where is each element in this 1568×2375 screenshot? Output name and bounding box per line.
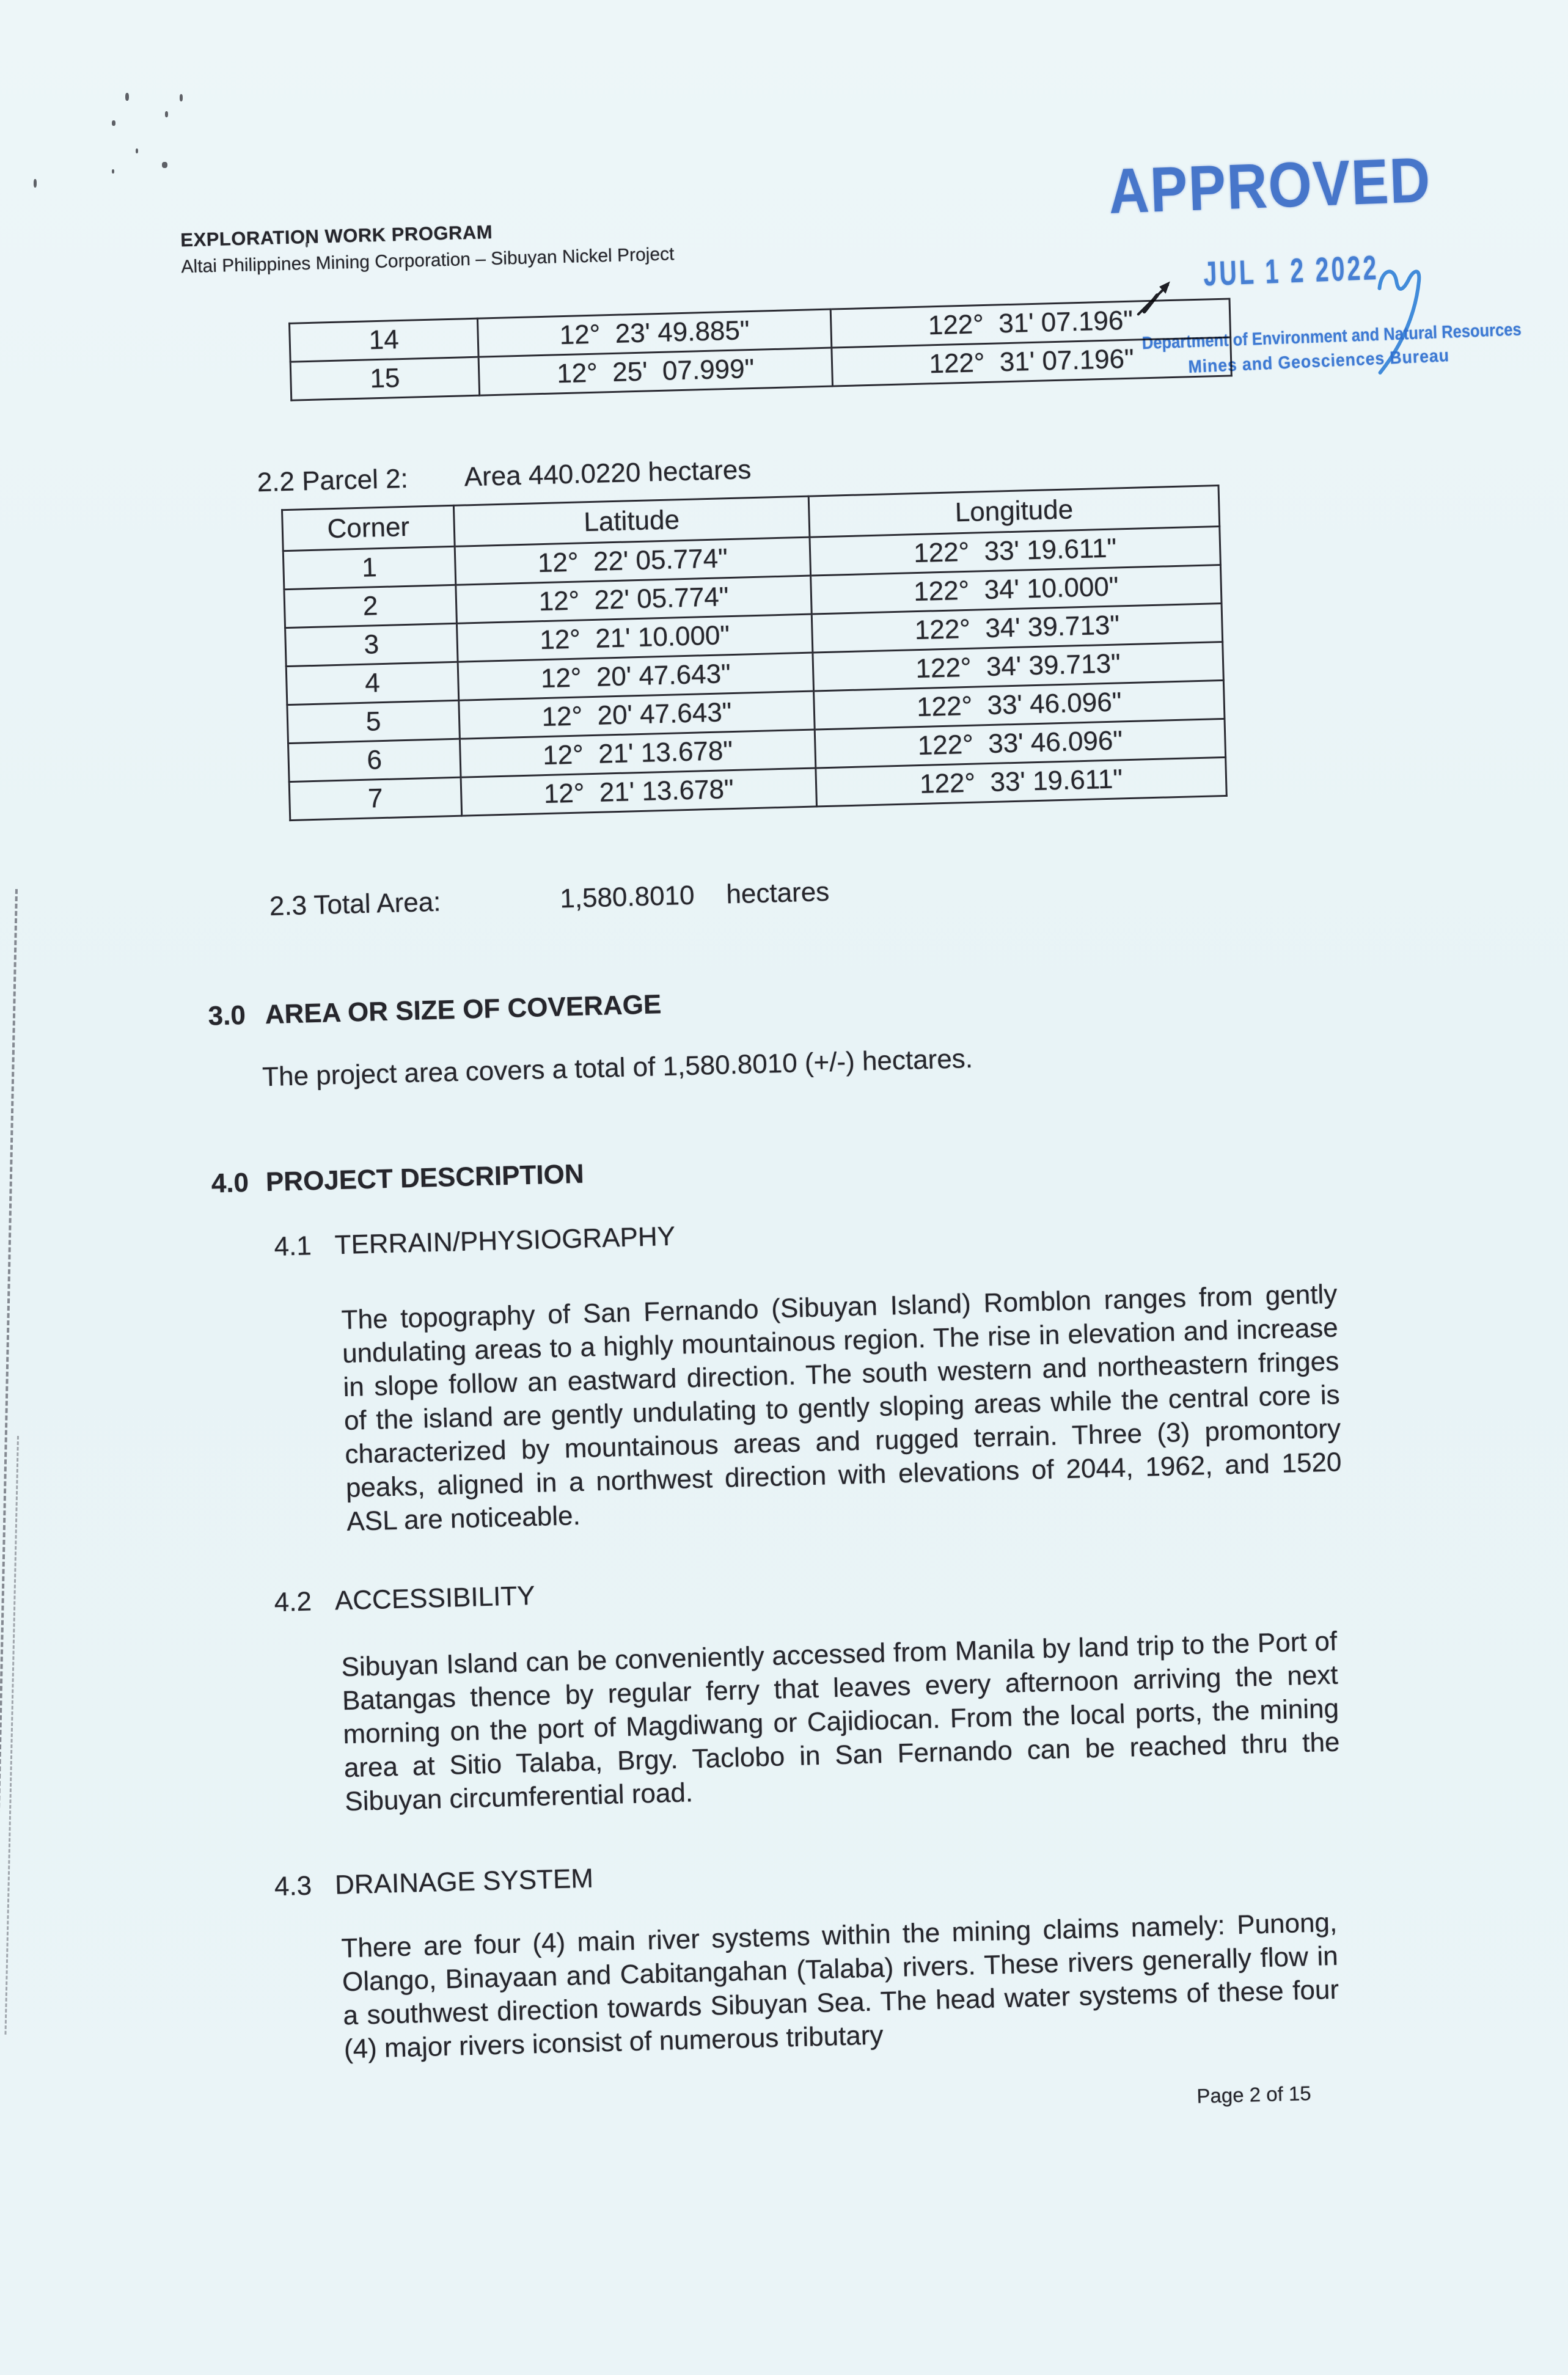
parcel2-line (257, 455, 752, 498)
column-header: Latitude (453, 496, 810, 546)
table-cell: 12° 22' 05.774" (455, 537, 810, 585)
section-4-3-body: There are four (4) main river systems within the mining claims namely: Punong, Olango, Binayaan and Cabitangahan (Talaba) rivers. These rivers generally flow in a southwest direction towards Sibuyan Sea. The head water systems of these four (4) major rivers iconsist of numerous tributary (341, 1907, 1339, 2065)
parcel2-coordinates-table (281, 485, 1228, 821)
section-number: 4.1 (273, 1231, 312, 1262)
table-cell: 122° 31' 07.196" (830, 299, 1230, 348)
total-area-value: 1,580.8010 (559, 880, 695, 914)
table-cell: 12° 20' 47.643" (458, 653, 813, 700)
parcel2-label: 2.2 Parcel 2: (257, 463, 409, 498)
table-cell: 12° 23' 49.885" (477, 309, 831, 357)
table-cell: 12° 21' 13.678" (460, 730, 815, 777)
handwritten-arrow-icon (1132, 277, 1180, 320)
table-cell: 15 (290, 357, 480, 400)
section-number: 4.0 (211, 1168, 249, 1199)
scan-streak-artifact-2 (4, 1436, 19, 2035)
table-cell: 122° 33' 46.096" (814, 680, 1225, 730)
table-cell: 122° 34' 10.000" (811, 565, 1222, 615)
table-cell: 7 (289, 777, 462, 820)
section-title: ACCESSIBILITY (334, 1580, 536, 1616)
table-cell: 12° 25' 07.999" (478, 348, 832, 395)
document-header (180, 216, 675, 277)
document-title: EXPLORATION WORK PROGRAM (180, 221, 493, 251)
table-cell: 2 (284, 585, 457, 628)
table-cell: 122° 34' 39.713" (813, 642, 1223, 691)
stamp-dept-line1: Department of Environment and Natural Resources (1141, 320, 1522, 354)
section-4-3-heading (274, 1864, 593, 1903)
table-cell: 122° 33' 46.096" (815, 719, 1225, 768)
table-cell: 122° 31' 07.196" (832, 337, 1231, 386)
section-4-0-heading (211, 1159, 584, 1199)
table-cell: 6 (288, 739, 461, 781)
table-cell: 4 (286, 662, 459, 704)
column-header: Longitude (808, 486, 1220, 538)
table-cell: 12° 21' 10.000" (456, 614, 812, 662)
section-3-0-body: The project area covers a total of 1,580.8010 (+/-) hectares. (262, 1043, 973, 1092)
section-title: AREA OR SIZE OF COVERAGE (265, 989, 662, 1030)
column-header: Corner (282, 505, 455, 551)
page-number: Page 2 of 15 (1196, 2082, 1312, 2107)
section-number: 3.0 (208, 1000, 246, 1031)
table-cell: 12° 21' 13.678" (461, 768, 816, 816)
table-cell: 14 (290, 318, 479, 362)
stamp-agency-lines (1116, 320, 1520, 379)
section-4-2-heading (274, 1581, 535, 1618)
table-cell: 5 (287, 700, 460, 743)
table-cell: 122° 33' 19.611" (810, 527, 1220, 576)
total-area-unit: hectares (725, 876, 830, 910)
section-number: 4.3 (274, 1870, 312, 1902)
section-4-1-heading (274, 1221, 676, 1262)
table-cell: 3 (285, 623, 458, 666)
section-3-0-heading (208, 989, 662, 1031)
table-cell: 122° 34' 39.713" (811, 604, 1222, 653)
stamp-dept-line2: Mines and Geosciences Bureau (1187, 346, 1450, 378)
section-title: TERRAIN/PHYSIOGRAPHY (334, 1221, 676, 1261)
table-cell: 122° 33' 19.611" (816, 757, 1226, 807)
section-4-2-body: Sibuyan Island can be conveniently accessed from Manila by land trip to the Port of Batangas thence by regular ferry that leaves every afternoon arriving the next morning on the port of Magdiwang or Cajidiocan. From the local ports, the mining area at Sitio Talaba, Brgy. Taclobo in San Fernando can be reached thru the Sibuyan circumferential road. (340, 1626, 1341, 1817)
section-number: 4.2 (274, 1586, 312, 1618)
total-area-label: 2.3 Total Area: (269, 887, 442, 921)
section-title: DRAINAGE SYSTEM (334, 1863, 594, 1900)
approved-stamp-text: APPROVED (1107, 144, 1432, 227)
stamp-date: JUL 1 2 2022 (1203, 247, 1380, 293)
table-cell: 12° 20' 47.643" (459, 691, 815, 739)
table-cell: 12° 22' 05.774" (456, 576, 811, 623)
approval-stamp (1074, 144, 1567, 430)
section-title: PROJECT DESCRIPTION (265, 1158, 585, 1198)
table-cell: 1 (283, 546, 456, 589)
document-subtitle: Altai Philippines Mining Corporation – Sibuyan Nickel Project (181, 244, 675, 277)
total-area-line (269, 877, 829, 922)
section-4-1-body: The topography of San Fernando (Sibuyan Island) Romblon ranges from gently undulating areas to a highly mountainous region. The rise in elevation and increase in slope follow an eastward direction. The south western and northeastern fringes of the island are gently undulating to gently sloping areas while the central core is characterized by mountainous areas and rugged terrain. Three (3) promontory peaks, aligned in a northwest direction with elevations of 2044, 1962, and 1520 ASL are noticeable. (341, 1279, 1343, 1537)
parcel2-area: Area 440.0220 hectares (464, 455, 752, 492)
